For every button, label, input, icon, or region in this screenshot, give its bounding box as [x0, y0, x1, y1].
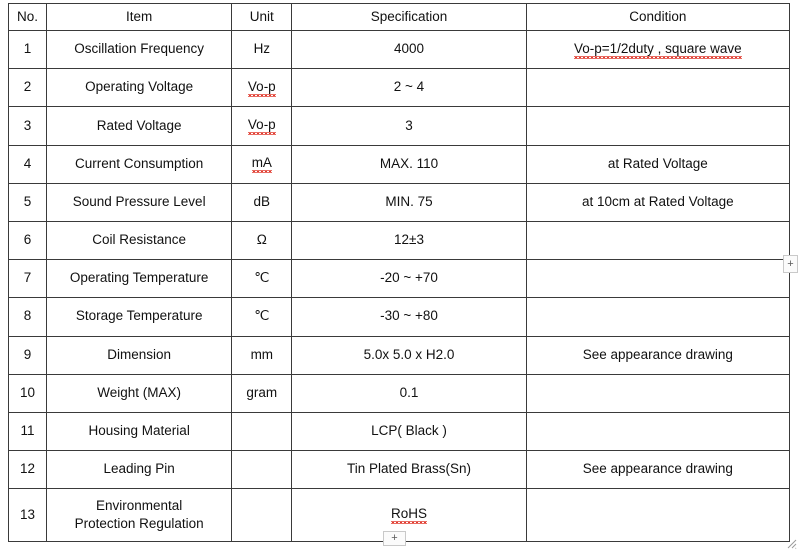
- add-column-button[interactable]: +: [783, 255, 798, 273]
- cell-item: Rated Voltage: [47, 107, 232, 145]
- cell-item-line1: Environmental: [96, 498, 183, 514]
- cell-unit: [232, 451, 292, 489]
- table-row: [9, 374, 790, 412]
- cell-condition: [526, 374, 789, 412]
- cell-item: Storage Temperature: [47, 298, 232, 336]
- cell-condition: [526, 298, 789, 336]
- add-row-button[interactable]: +: [383, 531, 406, 546]
- table-row: [9, 183, 790, 221]
- cell-specification: 5.0x 5.0 x H2.0: [292, 336, 526, 374]
- cell-specification: [292, 489, 526, 542]
- cell-specification: MIN. 75: [292, 183, 526, 221]
- cell-unit-text: Vo-p: [248, 79, 276, 97]
- cell-item: [47, 489, 232, 542]
- cell-unit-text: gram: [246, 384, 278, 400]
- table-row: [9, 451, 790, 489]
- cell-unit: [232, 336, 292, 374]
- cell-unit: [232, 69, 292, 107]
- cell-condition: See appearance drawing: [526, 451, 789, 489]
- cell-specification: MAX. 110: [292, 145, 526, 183]
- column-header-item: Item: [47, 4, 232, 31]
- cell-condition: [526, 489, 789, 542]
- cell-specification: 2 ~ 4: [292, 69, 526, 107]
- table-row: [9, 260, 790, 298]
- cell-unit: [232, 260, 292, 298]
- cell-unit: [232, 298, 292, 336]
- cell-unit: [232, 374, 292, 412]
- cell-specification: -30 ~ +80: [292, 298, 526, 336]
- cell-no: 1: [9, 31, 47, 69]
- cell-unit: [232, 183, 292, 221]
- cell-item: Weight (MAX): [47, 374, 232, 412]
- table-row: [9, 31, 790, 69]
- cell-item: Housing Material: [47, 412, 232, 450]
- table-row: [9, 336, 790, 374]
- cell-unit-text: mA: [252, 155, 272, 173]
- cell-no: 11: [9, 412, 47, 450]
- cell-no: 10: [9, 374, 47, 412]
- table-row: [9, 145, 790, 183]
- cell-item: Operating Temperature: [47, 260, 232, 298]
- cell-unit: [232, 31, 292, 69]
- cell-specification: -20 ~ +70: [292, 260, 526, 298]
- table-row: [9, 69, 790, 107]
- cell-specification: 4000: [292, 31, 526, 69]
- column-header-unit: Unit: [232, 4, 292, 31]
- cell-unit-text: Hz: [253, 41, 271, 57]
- cell-unit-text: ℃: [254, 308, 270, 324]
- cell-item: Oscillation Frequency: [47, 31, 232, 69]
- cell-item: Dimension: [47, 336, 232, 374]
- cell-item: Sound Pressure Level: [47, 183, 232, 221]
- cell-item: Coil Resistance: [47, 221, 232, 259]
- table-row: [9, 107, 790, 145]
- cell-item-line2: Protection Regulation: [74, 516, 204, 532]
- cell-unit: [232, 145, 292, 183]
- cell-unit: [232, 221, 292, 259]
- cell-no: 5: [9, 183, 47, 221]
- cell-no: 7: [9, 260, 47, 298]
- cell-no: 6: [9, 221, 47, 259]
- table-header-row: [9, 4, 790, 31]
- cell-unit-text: ℃: [254, 270, 270, 286]
- cell-condition-text: Vo-p=1/2duty , square wave: [574, 41, 742, 59]
- column-header-no: No.: [9, 4, 47, 31]
- cell-condition: at 10cm at Rated Voltage: [526, 183, 789, 221]
- cell-unit: [232, 107, 292, 145]
- cell-no: 13: [9, 489, 47, 542]
- cell-no: 8: [9, 298, 47, 336]
- cell-condition: [526, 260, 789, 298]
- cell-specification: 3: [292, 107, 526, 145]
- resize-grip-icon[interactable]: [785, 537, 797, 549]
- cell-no: 3: [9, 107, 47, 145]
- cell-specification-text: RoHS: [391, 506, 427, 524]
- cell-condition: at Rated Voltage: [526, 145, 789, 183]
- cell-no: 12: [9, 451, 47, 489]
- cell-unit: [232, 412, 292, 450]
- cell-item: Operating Voltage: [47, 69, 232, 107]
- column-header-condition: Condition: [526, 4, 789, 31]
- cell-unit-text: Ω: [256, 232, 267, 248]
- cell-condition: [526, 221, 789, 259]
- cell-specification: Tin Plated Brass(Sn): [292, 451, 526, 489]
- cell-item: Current Consumption: [47, 145, 232, 183]
- cell-unit-text: Vo-p: [248, 117, 276, 135]
- cell-condition: [526, 31, 789, 69]
- cell-no: 2: [9, 69, 47, 107]
- table-row: [9, 298, 790, 336]
- cell-no: 4: [9, 145, 47, 183]
- cell-condition: See appearance drawing: [526, 336, 789, 374]
- table-row: [9, 221, 790, 259]
- cell-unit-text: mm: [250, 346, 274, 362]
- cell-specification: 0.1: [292, 374, 526, 412]
- cell-condition: [526, 412, 789, 450]
- column-header-specification: Specification: [292, 4, 526, 31]
- cell-no: 9: [9, 336, 47, 374]
- cell-unit-text: dB: [253, 193, 271, 209]
- cell-specification: LCP( Black ): [292, 412, 526, 450]
- cell-condition: [526, 69, 789, 107]
- cell-unit: [232, 489, 292, 542]
- document-body: [8, 3, 790, 542]
- table-row: [9, 412, 790, 450]
- cell-specification: 12±3: [292, 221, 526, 259]
- cell-item: Leading Pin: [47, 451, 232, 489]
- cell-condition: [526, 107, 789, 145]
- specification-table: [8, 3, 790, 542]
